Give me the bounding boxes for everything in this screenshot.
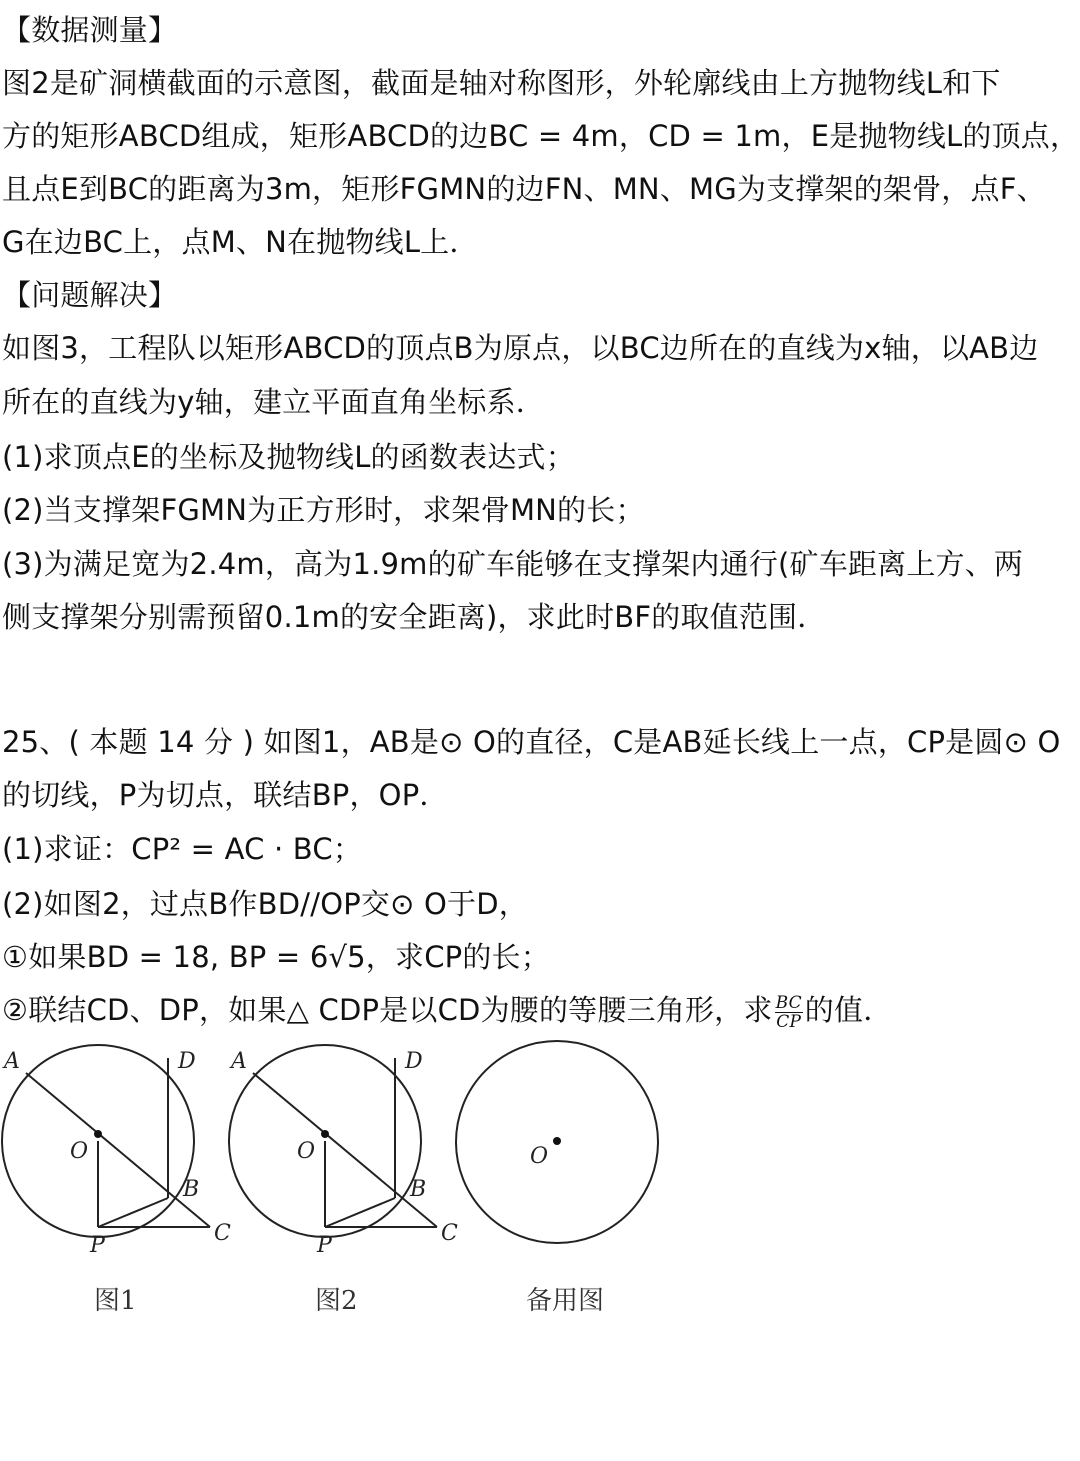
problem-25-part2-2 <box>2 990 1078 1031</box>
label-a: A <box>4 1049 20 1074</box>
figure-1 <box>2 1045 231 1258</box>
problem-25-part2-1: ①如果BD = 18, BP = 6√5，求CP的长； <box>2 940 550 974</box>
caption-figure-spare: 备用图 <box>526 1286 605 1316</box>
label-d: D <box>405 1049 423 1074</box>
part2-2-tail: 的值． <box>804 993 893 1027</box>
text-line: 如图3，工程队以矩形ABCD的顶点B为原点，以BC边所在的直线为x轴，以AB边 <box>2 331 1039 365</box>
label-d: D <box>178 1049 196 1074</box>
figures-area <box>0 1038 680 1328</box>
figure-spare <box>456 1041 658 1243</box>
label-a: A <box>231 1049 247 1074</box>
label-c: C <box>441 1221 458 1246</box>
center-dot <box>553 1137 561 1145</box>
fraction-numerator: BC <box>775 992 802 1013</box>
caption-figure-1: 图1 <box>94 1286 137 1316</box>
center-dot <box>321 1130 329 1138</box>
question-1: (1)求顶点E的坐标及抛物线L的函数表达式； <box>2 440 575 474</box>
problem-25-part1: (1)求证：CP² = AC · BC； <box>2 832 363 866</box>
figure-2 <box>229 1045 458 1258</box>
section-heading-measure: 【数据测量】 <box>2 13 178 47</box>
label-b: B <box>183 1177 200 1202</box>
question-2: (2)当支撑架FGMN为正方形时，求架骨MN的长； <box>2 493 645 527</box>
fraction-bc-over-cp <box>775 994 803 1031</box>
text-line: 所在的直线为y轴，建立平面直角坐标系． <box>2 385 545 419</box>
label-p: P <box>317 1233 332 1258</box>
segment-pb <box>325 1198 395 1227</box>
section-heading-solve: 【问题解决】 <box>2 278 178 312</box>
problem-25-stem: 25、( 本题 14 分 ) 如图1，AB是⊙ O的直径，C是AB延长线上一点，CP是圆⊙ O <box>2 725 1061 759</box>
label-p: P <box>90 1233 105 1258</box>
caption-figure-2: 图2 <box>315 1286 358 1316</box>
text-line: G在边BC上，点M、N在抛物线L上． <box>2 225 479 259</box>
text-line: 图2是矿洞横截面的示意图，截面是轴对称图形，外轮廓线由上方抛物线L和下 <box>2 66 1001 100</box>
question-3-cont: 侧支撑架分别需预留0.1m的安全距离)，求此时BF的取值范围． <box>2 600 827 634</box>
problem-25-stem-cont: 的切线，P为切点，联结BP，OP． <box>2 778 449 812</box>
part2-2-text: ②联结CD、DP，如果△ CDP是以CD为腰的等腰三角形，求 <box>2 993 773 1027</box>
question-3: (3)为满足宽为2.4m，高为1.9m的矿车能够在支撑架内通行(矿车距离上方、两 <box>2 547 1024 581</box>
text-line: 且点E到BC的距离为3m，矩形FGMN的边FN、MN、MG为支撑架的架骨，点F、 <box>2 172 1046 206</box>
problem-25-part2: (2)如图2，过点B作BD//OP交⊙ O于D， <box>2 887 528 921</box>
label-o: O <box>70 1139 89 1164</box>
label-o: O <box>297 1139 316 1164</box>
text-line: 方的矩形ABCD组成，矩形ABCD的边BC = 4m，CD = 1m，E是抛物线L的顶点， <box>2 119 1080 153</box>
label-o: O <box>530 1144 549 1169</box>
fraction-denominator: CP <box>776 1011 802 1032</box>
segment-pb <box>98 1198 168 1227</box>
label-b: B <box>410 1177 427 1202</box>
label-c: C <box>214 1221 231 1246</box>
center-dot <box>94 1130 102 1138</box>
